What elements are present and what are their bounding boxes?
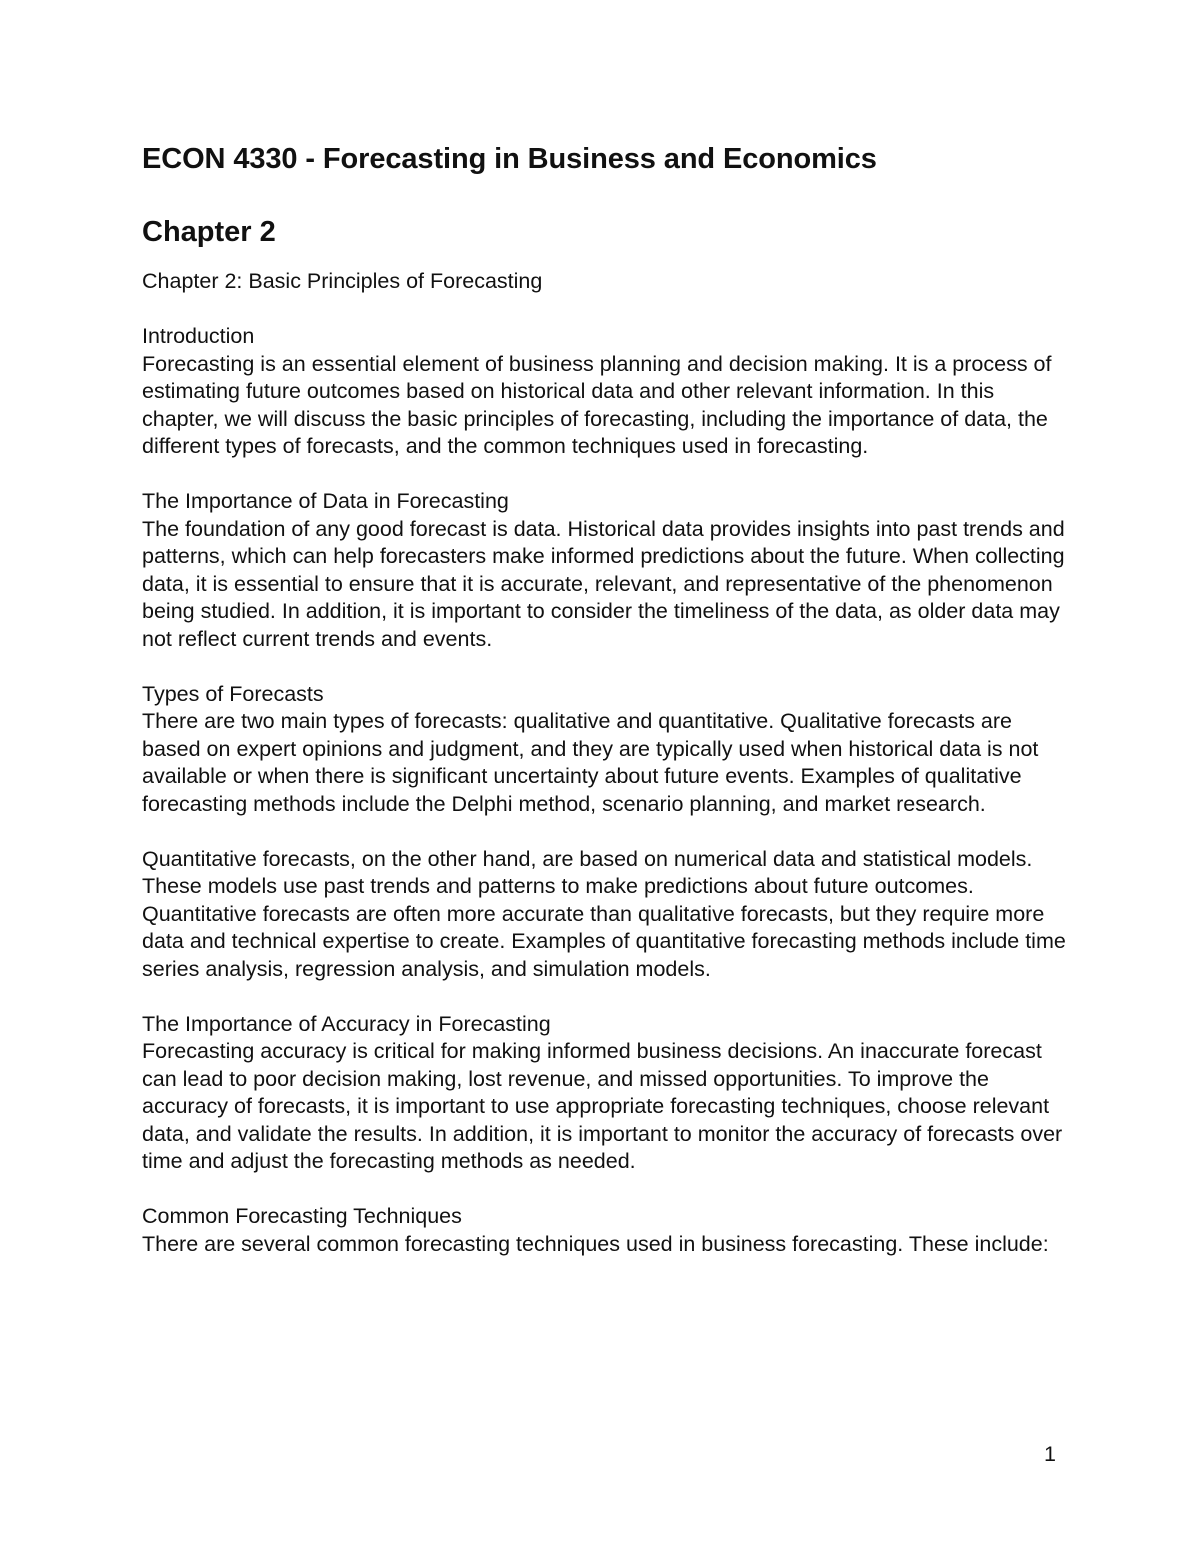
page-content [142, 138, 1072, 1286]
chapter-subtitle: Chapter 2: Basic Principles of Forecasting [142, 269, 543, 293]
section-introduction [142, 323, 1072, 461]
paragraph: Quantitative forecasts, on the other hand, are based on numerical data and statistical models. These models use past trends and patterns to make predictions about future outcomes. Quantitative forecasts are often more accurate than qualitative forecasts, but they require more data and technical expertise to create. Examples of quantitative forecasting methods include time series analysis, regression analysis, and simulation models. [142, 846, 1066, 981]
section-heading: Common Forecasting Techniques [142, 1204, 462, 1228]
section-common-techniques [142, 1203, 1072, 1258]
document-title: ECON 4330 - Forecasting in Business and Economics [142, 143, 877, 175]
chapter-heading: Chapter 2 [142, 216, 276, 248]
section-heading: The Importance of Data in Forecasting [142, 489, 509, 513]
paragraph: Forecasting is an essential element of business planning and decision making. It is a process of estimating future outcomes based on historical data and other relevant information. In this chapter, we will discuss the basic principles of forecasting, including the importance of data, the different types of forecasts, and the common techniques used in forecasting. [142, 351, 1052, 458]
section-heading: Introduction [142, 324, 255, 348]
paragraph: The foundation of any good forecast is data. Historical data provides insights into past trends and patterns, which can help forecasters make informed predictions about the future. When collecting data, it is essential to ensure that it is accurate, relevant, and representative of the phenomenon being studied. In addition, it is important to consider the timeliness of the data, as older data may not reflect current trends and events. [142, 516, 1065, 651]
section-heading: The Importance of Accuracy in Forecasting [142, 1011, 551, 1036]
page-number: 1 [1044, 1442, 1056, 1466]
paragraph: Forecasting accuracy is critical for making informed business decisions. An inaccurate forecast can lead to poor decision making, lost revenue, and missed opportunities. To improve the accuracy of forecasts, it is important to use appropriate forecasting techniques, choose relevant data, and validate the results. In addition, it is important to monitor the accuracy of forecasts over time and adjust the forecasting methods as needed. [142, 1039, 1063, 1173]
section-types-of-forecasts [142, 681, 1072, 984]
paragraph: There are several common forecasting techniques used in business forecasting. These include: [142, 1231, 1049, 1256]
section-importance-of-data [142, 488, 1072, 653]
section-importance-of-accuracy [142, 1011, 1072, 1176]
section-heading: Types of Forecasts [142, 681, 324, 706]
paragraph: There are two main types of forecasts: qualitative and quantitative. Qualitative forecasts are based on expert opinions and judgment, and they are typically used when historical data is not available or when there is significant uncertainty about future events. Examples of qualitative forecasting methods include the Delphi method, scenario planning, and market research. [142, 709, 1039, 816]
